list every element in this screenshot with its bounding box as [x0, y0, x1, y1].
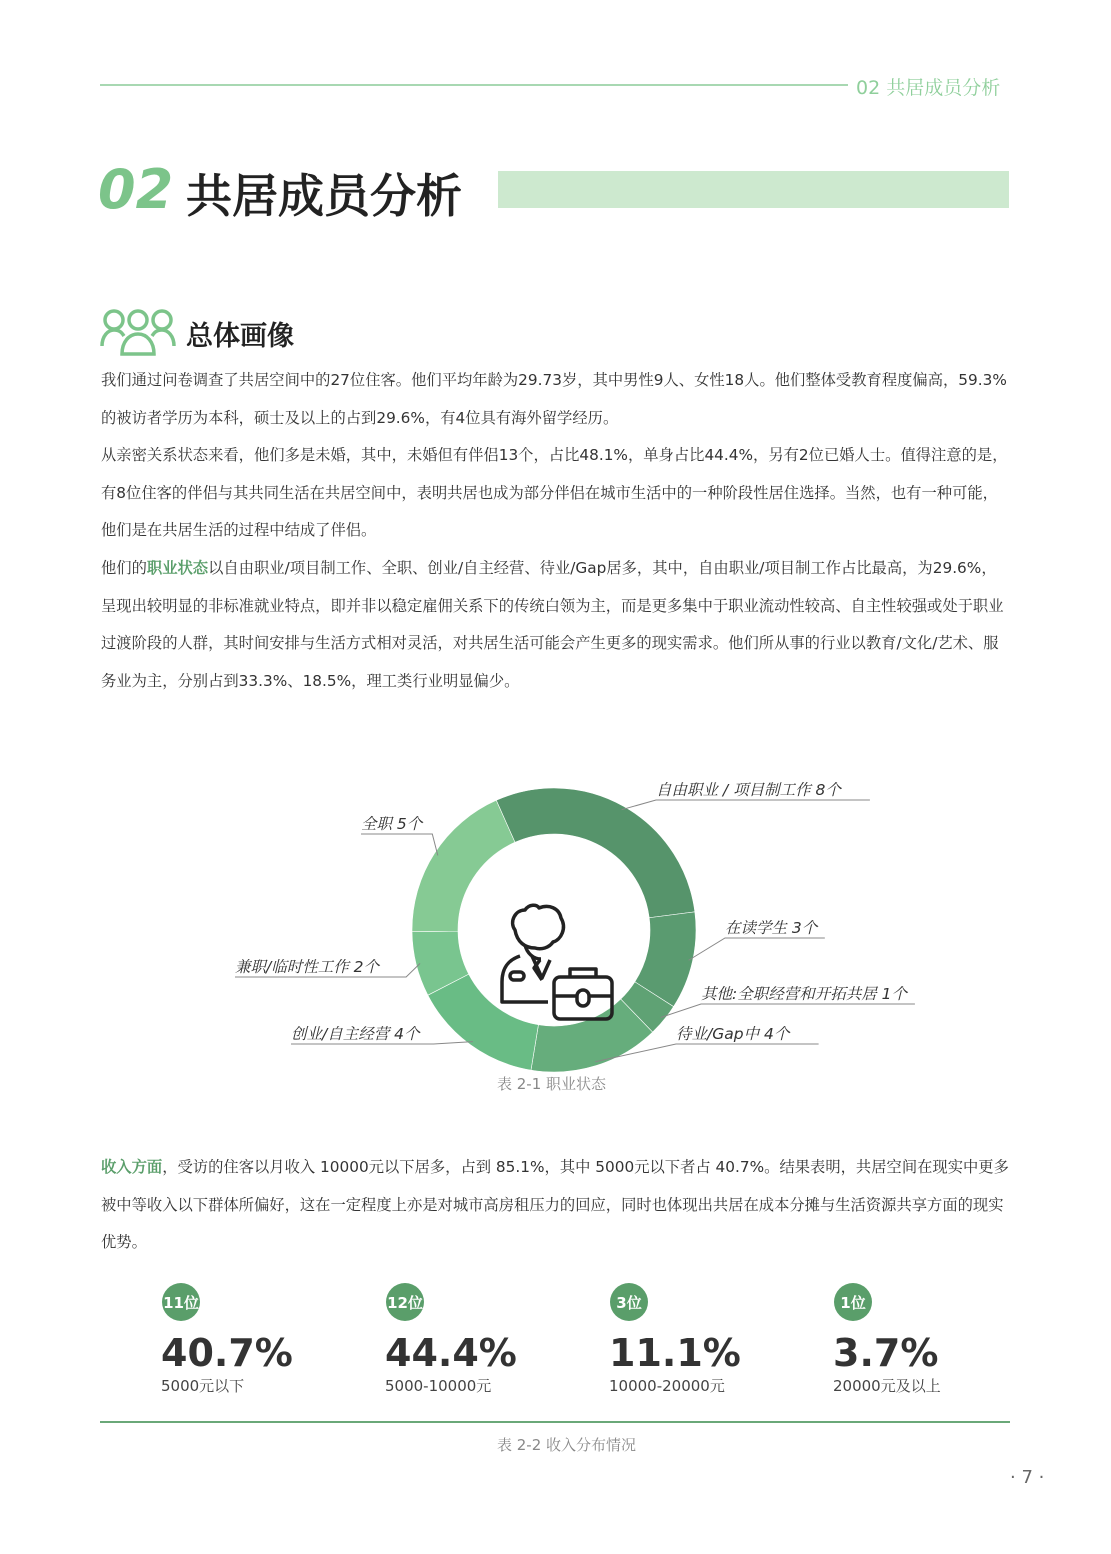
- text: ，受访的住客以月收入 10000元以下居多，占到 85.1%，其中 5000元以下者占 40.7%。结果表明，共居空间在现实中更多被中等收入以下群体所偏好，这在一定程度上亦是对城市高房租压力的回应，同时也体现出共居在成本分摊与生活资源共享方面的现实优势。: [101, 1158, 1009, 1252]
- occupation-donut-chart: [0, 760, 1111, 1080]
- people-group-icon: [100, 306, 176, 362]
- leader-line: [622, 800, 870, 810]
- count-badge: 3位: [610, 1283, 648, 1321]
- paragraph: 我们通过问卷调查了共居空间中的27位住客。他们平均年龄为29.73岁，其中男性9人、女性18人。他们整体受教育程度偏高，59.3%的被访者学历为本科，硕士及以上的占到29.6%，有4位具有海外留学经历。: [101, 371, 1007, 427]
- donut-slice: [428, 974, 539, 1070]
- income-stat: [833, 1283, 1033, 1396]
- paragraph: 从亲密关系状态来看，他们多是未婚，其中，未婚但有伴侣13个，占比48.1%，单身占比44.4%，另有2位已婚人士。值得注意的是，有8位住客的伴侣与其共同生活在共居空间中，表明共居也成为部分伴侣在城市生活中的一种阶段性居住选择。当然，也有一种可能，他们是在共居生活的过程中结成了伴侣。: [101, 446, 1008, 540]
- header-section: 02 共居成员分析: [856, 77, 1001, 99]
- slice-label: 其他:全职经营和开拓共居 1个: [701, 985, 908, 1003]
- percent: 40.7%: [161, 1331, 293, 1375]
- chapter-number: 02: [98, 158, 174, 221]
- header-rule: [100, 84, 848, 86]
- range: 20000元及以上: [833, 1377, 941, 1395]
- text: 以自由职业/项目制工作、全职、创业/自主经营、待业/Gap居多，其中，自由职业/项目制工作占比最高，为29.6%，呈现出较明显的非标准就业特点，即并非以稳定雇佣关系下的传统白领为主，而是更多集中于职业流动性较高、自主性较强或处于职业过渡阶段的人群，其时间安排与生活方式相对灵活，对共居生活可能会产生更多的现实需求。他们所从事的行业以教育/文化/艺术、服务业为主，分别占到33.3%、18.5%，理工类行业明显偏少。: [101, 558, 1004, 690]
- percent: 3.7%: [833, 1331, 939, 1375]
- slice-label: 全职 5个: [361, 815, 423, 833]
- income-stat: [385, 1283, 585, 1396]
- slice-label: 在读学生 3个: [725, 919, 818, 937]
- count-badge: 1位: [834, 1283, 872, 1321]
- leader-line: [361, 834, 438, 856]
- count-badge: 11位: [162, 1283, 200, 1321]
- chart-caption: 表 2-1 职业状态: [497, 1075, 607, 1093]
- paragraph: [101, 550, 1011, 700]
- title-decor-bar: [498, 171, 1009, 208]
- slice-label: 兼职/临时性工作 2个: [235, 958, 380, 976]
- count-badge: 12位: [386, 1283, 424, 1321]
- income-caption: 表 2-2 收入分布情况: [497, 1436, 637, 1454]
- range: 5000元以下: [161, 1377, 245, 1395]
- percent: 11.1%: [609, 1331, 741, 1375]
- paragraph: [101, 1149, 1011, 1262]
- section-title: 总体画像: [186, 321, 294, 352]
- highlight: 收入方面: [101, 1158, 163, 1176]
- highlight: 职业状态: [146, 558, 209, 577]
- income-stat: [161, 1283, 361, 1396]
- range: 5000-10000元: [385, 1377, 492, 1395]
- slice-label: 自由职业 / 项目制工作 8个: [656, 781, 841, 799]
- percent: 44.4%: [385, 1331, 517, 1375]
- slice-label: 创业/自主经营 4个: [291, 1025, 420, 1043]
- slice-label: 待业/Gap中 4个: [676, 1025, 790, 1043]
- chapter-title: 共居成员分析: [186, 169, 462, 223]
- body-text: [101, 362, 1011, 700]
- income-stat: [609, 1283, 809, 1396]
- range: 10000-20000元: [609, 1377, 725, 1395]
- worker-briefcase-icon: [502, 905, 612, 1019]
- text: 他们的: [101, 558, 147, 577]
- donut-slice: [412, 800, 515, 931]
- donut-slice: [496, 788, 695, 918]
- leader-line: [661, 1004, 915, 1017]
- page-number: · 7 ·: [1010, 1467, 1045, 1488]
- leader-line: [689, 938, 825, 960]
- table-rule: [100, 1421, 1010, 1423]
